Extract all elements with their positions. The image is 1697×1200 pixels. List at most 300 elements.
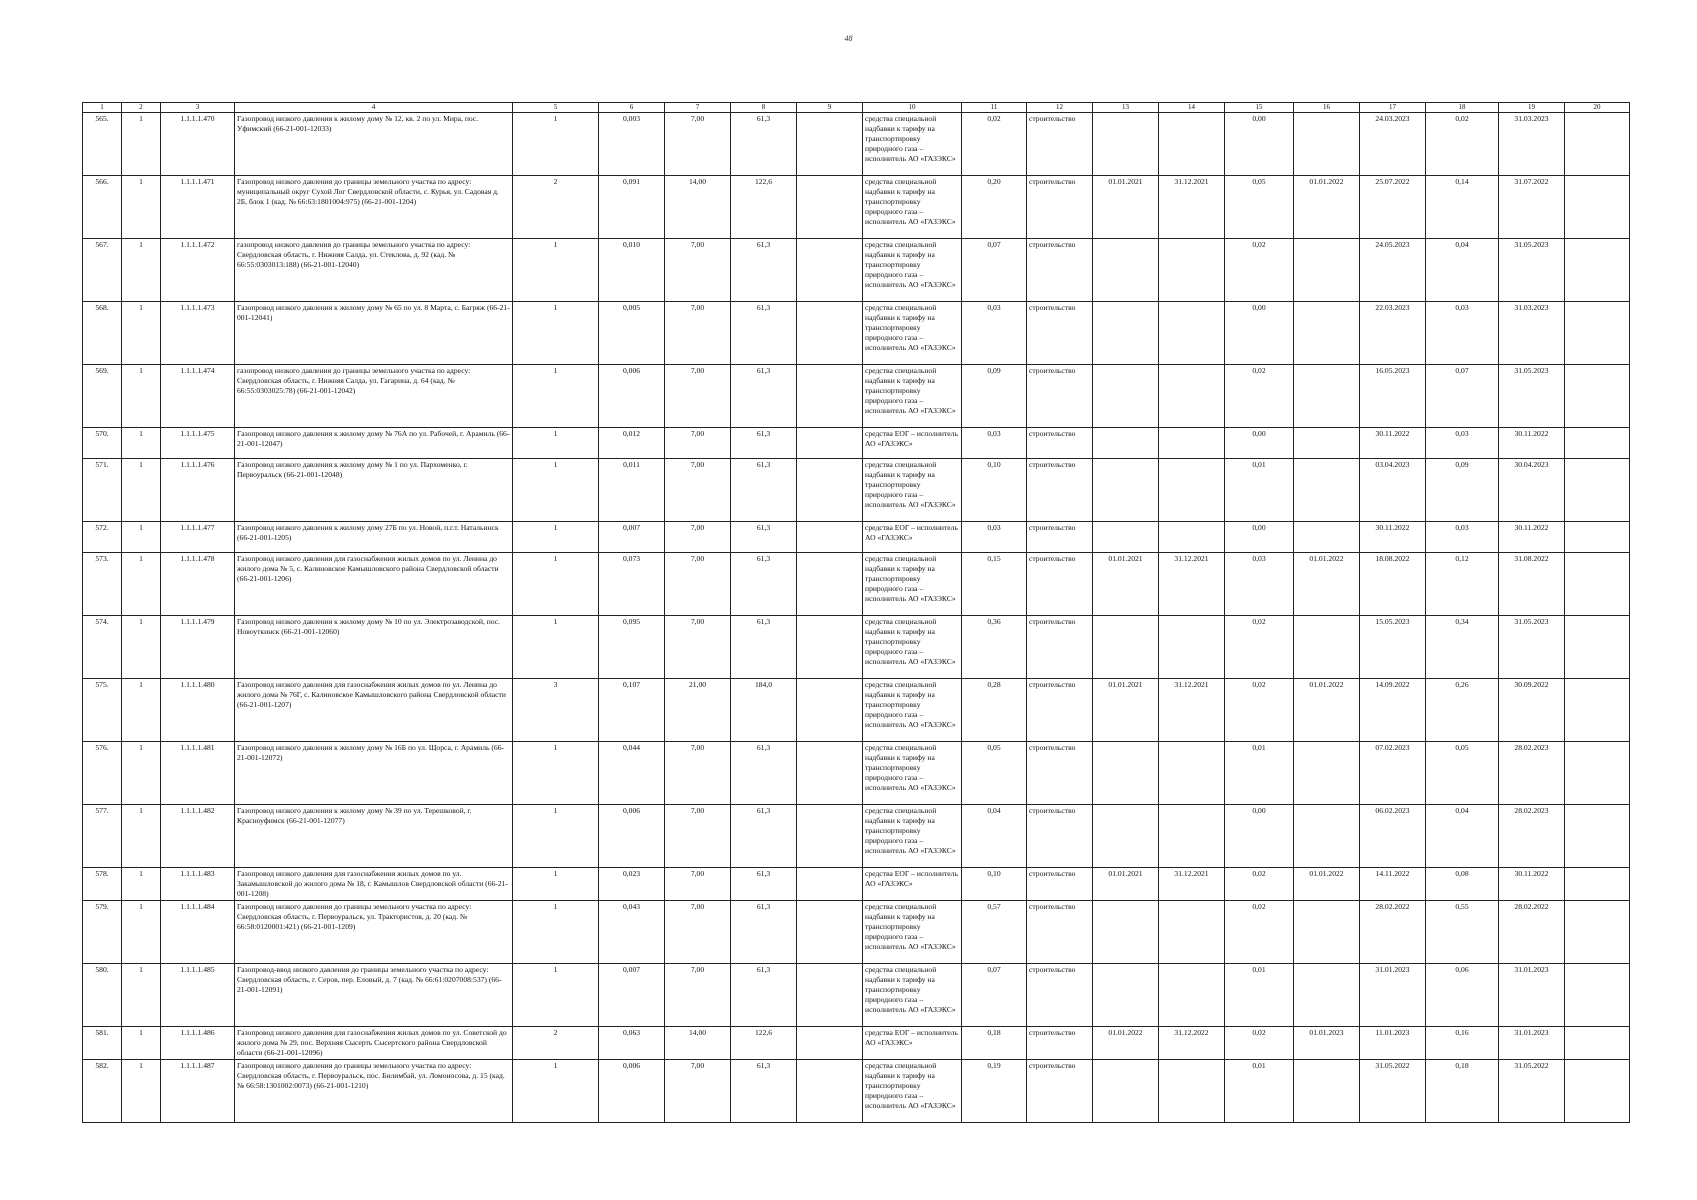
cost-cell: 0,36 [962,616,1027,679]
count-cell: 3 [513,679,599,742]
volume-cell: 61,3 [731,302,797,365]
code-cell: 1.1.1.1.486 [161,1027,235,1060]
design-cost-cell: 0,05 [1225,176,1294,239]
row-number-cell: 572. [83,522,122,553]
cost-cell: 0,05 [962,742,1027,805]
design-end-cell: 31.12.2021 [1159,176,1225,239]
col20-cell [1565,113,1630,176]
construction-cost-cell: 0,18 [1426,1060,1499,1123]
commissioning-date-cell: 16.05.2023 [1360,365,1426,428]
count-cell: 1 [513,964,599,1027]
code-cell: 1.1.1.1.475 [161,428,235,459]
investment-program-table [82,102,1630,1123]
level-cell: 1 [122,616,161,679]
volume-cell: 61,3 [731,742,797,805]
funding-source-cell: средства ЕОГ – исполнитель АО «ГАЗЭКС» [863,1027,962,1060]
commissioning-date-cell: 11.01.2023 [1360,1027,1426,1060]
column-header: 16 [1294,103,1360,113]
level-cell: 1 [122,428,161,459]
row-number-cell: 580. [83,964,122,1027]
length-cell: 0,107 [599,679,665,742]
column-header: 20 [1565,103,1630,113]
description-cell: Газопровод низкого давления до границы земельного участка по адресу: муниципальный округ Сухой Лог Свердловской области, с. Курья, ул. Садовая д. 2Б, блок 1 (кад. № 66:63:1801004:975) (66-21-001-1204) [235,176,513,239]
design-end-cell [1159,901,1225,964]
length-cell: 0,044 [599,742,665,805]
capacity-cell: 7,00 [665,868,731,901]
design-cost-cell: 0,00 [1225,805,1294,868]
row-number-cell: 573. [83,553,122,616]
col20-cell [1565,805,1630,868]
column-header: 17 [1360,103,1426,113]
col9-cell [797,239,863,302]
col9-cell [797,901,863,964]
work-type-cell: строительство [1027,679,1093,742]
cost-cell: 0,02 [962,113,1027,176]
completion-date-cell: 31.05.2023 [1499,365,1565,428]
design-start-cell [1093,522,1159,553]
col20-cell [1565,459,1630,522]
description-cell: Газопровод низкого давления к жилому дому № 76А по ул. Рабочей, г. Арамиль (66-21-001-12047) [235,428,513,459]
col20-cell [1565,365,1630,428]
col20-cell [1565,176,1630,239]
funding-source-cell: средства специальной надбавки к тарифу на транспортировку природного газа – исполнитель АО «ГАЗЭКС» [863,239,962,302]
commissioning-date-cell: 31.01.2023 [1360,964,1426,1027]
level-cell: 1 [122,868,161,901]
description-cell: Газопровод низкого давления для газоснабжения жилых домов по ул. Закамышловской до жилого дома № 18, г. Камышлов Свердловской области (66-21-001-1208) [235,868,513,901]
capacity-cell: 7,00 [665,302,731,365]
design-end-cell [1159,113,1225,176]
col20-cell [1565,742,1630,805]
col9-cell [797,616,863,679]
code-cell: 1.1.1.1.481 [161,742,235,805]
completion-date-cell: 30.09.2022 [1499,679,1565,742]
column-header: 11 [962,103,1027,113]
commissioning-date-cell: 30.11.2022 [1360,522,1426,553]
code-cell: 1.1.1.1.472 [161,239,235,302]
count-cell: 1 [513,1060,599,1123]
length-cell: 0,023 [599,868,665,901]
level-cell: 1 [122,805,161,868]
capacity-cell: 7,00 [665,522,731,553]
count-cell: 1 [513,901,599,964]
length-cell: 0,006 [599,1060,665,1123]
count-cell: 1 [513,113,599,176]
code-cell: 1.1.1.1.487 [161,1060,235,1123]
construction-cost-cell: 0,12 [1426,553,1499,616]
completion-date-cell: 28.02.2023 [1499,805,1565,868]
construction-start-cell [1294,901,1360,964]
cost-cell: 0,57 [962,901,1027,964]
construction-start-cell [1294,428,1360,459]
row-number-cell: 577. [83,805,122,868]
col20-cell [1565,428,1630,459]
capacity-cell: 14,00 [665,1027,731,1060]
row-number-cell: 569. [83,365,122,428]
funding-source-cell: средства специальной надбавки к тарифу на транспортировку природного газа – исполнитель АО «ГАЗЭКС» [863,901,962,964]
commissioning-date-cell: 25.07.2022 [1360,176,1426,239]
col20-cell [1565,616,1630,679]
commissioning-date-cell: 22.03.2023 [1360,302,1426,365]
column-header: 6 [599,103,665,113]
completion-date-cell: 30.11.2022 [1499,522,1565,553]
design-start-cell [1093,1060,1159,1123]
volume-cell: 61,3 [731,616,797,679]
count-cell: 1 [513,522,599,553]
construction-start-cell [1294,805,1360,868]
design-end-cell: 31.12.2021 [1159,553,1225,616]
col9-cell [797,428,863,459]
col9-cell [797,365,863,428]
count-cell: 1 [513,459,599,522]
cost-cell: 0,20 [962,176,1027,239]
column-header: 7 [665,103,731,113]
cost-cell: 0,03 [962,428,1027,459]
completion-date-cell: 31.07.2022 [1499,176,1565,239]
count-cell: 1 [513,616,599,679]
construction-cost-cell: 0,03 [1426,522,1499,553]
cost-cell: 0,19 [962,1060,1027,1123]
col20-cell [1565,302,1630,365]
design-cost-cell: 0,02 [1225,679,1294,742]
table-row [83,805,1630,868]
completion-date-cell: 31.05.2022 [1499,1060,1565,1123]
work-type-cell: строительство [1027,428,1093,459]
funding-source-cell: средства специальной надбавки к тарифу на транспортировку природного газа – исполнитель АО «ГАЗЭКС» [863,302,962,365]
capacity-cell: 21,00 [665,679,731,742]
description-cell: Газопровод низкого давления до границы земельного участка по адресу: Свердловская область, г. Первоуральск, пос. Билимбай, ул. Ломоносова, д. 15 (кад. № 66:58:1301002:0073) (66-21-001-1210) [235,1060,513,1123]
table-row [83,522,1630,553]
table-row [83,428,1630,459]
length-cell: 0,091 [599,176,665,239]
table-row [83,113,1630,176]
cost-cell: 0,18 [962,1027,1027,1060]
column-header: 14 [1159,103,1225,113]
column-header: 19 [1499,103,1565,113]
code-cell: 1.1.1.1.484 [161,901,235,964]
level-cell: 1 [122,679,161,742]
col20-cell [1565,522,1630,553]
design-cost-cell: 0,03 [1225,553,1294,616]
column-header: 15 [1225,103,1294,113]
level-cell: 1 [122,302,161,365]
construction-cost-cell: 0,55 [1426,901,1499,964]
design-start-cell: 01.01.2021 [1093,679,1159,742]
completion-date-cell: 31.03.2023 [1499,113,1565,176]
level-cell: 1 [122,742,161,805]
capacity-cell: 7,00 [665,805,731,868]
construction-cost-cell: 0,04 [1426,805,1499,868]
col9-cell [797,964,863,1027]
row-number-cell: 579. [83,901,122,964]
capacity-cell: 14,00 [665,176,731,239]
construction-cost-cell: 0,16 [1426,1027,1499,1060]
construction-start-cell [1294,302,1360,365]
cost-cell: 0,15 [962,553,1027,616]
col9-cell [797,868,863,901]
design-cost-cell: 0,00 [1225,522,1294,553]
cost-cell: 0,03 [962,302,1027,365]
volume-cell: 61,3 [731,365,797,428]
design-cost-cell: 0,01 [1225,964,1294,1027]
design-end-cell: 31.12.2022 [1159,1027,1225,1060]
description-cell: Газопровод низкого давления к жилому дому № 12, кв. 2 по ул. Мира, пос. Уфимский (66-21-001-12033) [235,113,513,176]
cost-cell: 0,10 [962,459,1027,522]
construction-start-cell [1294,1060,1360,1123]
work-type-cell: строительство [1027,113,1093,176]
work-type-cell: строительство [1027,176,1093,239]
volume-cell: 61,3 [731,964,797,1027]
column-header: 2 [122,103,161,113]
description-cell: Газопровод низкого давления к жилому дому № 1 по ул. Пархоменко, г. Первоуральск (66-21-001-12048) [235,459,513,522]
commissioning-date-cell: 31.05.2022 [1360,1060,1426,1123]
design-cost-cell: 0,01 [1225,1060,1294,1123]
funding-source-cell: средства специальной надбавки к тарифу на транспортировку природного газа – исполнитель АО «ГАЗЭКС» [863,616,962,679]
design-end-cell [1159,964,1225,1027]
design-start-cell [1093,239,1159,302]
commissioning-date-cell: 28.02.2022 [1360,901,1426,964]
commissioning-date-cell: 18.08.2022 [1360,553,1426,616]
row-number-cell: 566. [83,176,122,239]
length-cell: 0,007 [599,522,665,553]
count-cell: 1 [513,805,599,868]
work-type-cell: строительство [1027,302,1093,365]
capacity-cell: 7,00 [665,553,731,616]
work-type-cell: строительство [1027,964,1093,1027]
col9-cell [797,522,863,553]
design-start-cell [1093,805,1159,868]
cost-cell: 0,10 [962,868,1027,901]
cost-cell: 0,07 [962,964,1027,1027]
column-header: 3 [161,103,235,113]
table-row [83,964,1630,1027]
completion-date-cell: 30.11.2022 [1499,428,1565,459]
table-row [83,616,1630,679]
cost-cell: 0,04 [962,805,1027,868]
length-cell: 0,006 [599,365,665,428]
level-cell: 1 [122,1060,161,1123]
construction-start-cell [1294,964,1360,1027]
construction-cost-cell: 0,09 [1426,459,1499,522]
construction-cost-cell: 0,26 [1426,679,1499,742]
commissioning-date-cell: 14.09.2022 [1360,679,1426,742]
column-header: 1 [83,103,122,113]
design-cost-cell: 0,00 [1225,428,1294,459]
design-end-cell [1159,428,1225,459]
funding-source-cell: средства специальной надбавки к тарифу на транспортировку природного газа – исполнитель АО «ГАЗЭКС» [863,1060,962,1123]
length-cell: 0,003 [599,113,665,176]
capacity-cell: 7,00 [665,428,731,459]
construction-cost-cell: 0,02 [1426,113,1499,176]
commissioning-date-cell: 14.11.2022 [1360,868,1426,901]
row-number-cell: 576. [83,742,122,805]
page-number: 48 [844,34,853,43]
design-start-cell: 01.01.2021 [1093,553,1159,616]
col9-cell [797,459,863,522]
completion-date-cell: 31.05.2023 [1499,616,1565,679]
table-row [83,176,1630,239]
table-row [83,459,1630,522]
volume-cell: 61,3 [731,553,797,616]
work-type-cell: строительство [1027,742,1093,805]
level-cell: 1 [122,239,161,302]
cost-cell: 0,07 [962,239,1027,302]
column-header: 9 [797,103,863,113]
count-cell: 1 [513,553,599,616]
commissioning-date-cell: 24.05.2023 [1360,239,1426,302]
design-end-cell [1159,805,1225,868]
table-row [83,901,1630,964]
column-header: 12 [1027,103,1093,113]
capacity-cell: 7,00 [665,964,731,1027]
table-row [83,679,1630,742]
work-type-cell: строительство [1027,365,1093,428]
description-cell: Газопровод низкого давления к жилому дому 27Б по ул. Новой, п.г.т. Натальинск (66-21-001-1205) [235,522,513,553]
level-cell: 1 [122,964,161,1027]
design-cost-cell: 0,02 [1225,868,1294,901]
commissioning-date-cell: 03.04.2023 [1360,459,1426,522]
capacity-cell: 7,00 [665,459,731,522]
work-type-cell: строительство [1027,522,1093,553]
design-end-cell [1159,616,1225,679]
work-type-cell: строительство [1027,901,1093,964]
col9-cell [797,302,863,365]
code-cell: 1.1.1.1.477 [161,522,235,553]
length-cell: 0,007 [599,964,665,1027]
construction-cost-cell: 0,34 [1426,616,1499,679]
construction-cost-cell: 0,03 [1426,302,1499,365]
design-start-cell: 01.01.2021 [1093,868,1159,901]
design-start-cell [1093,428,1159,459]
funding-source-cell: средства специальной надбавки к тарифу на транспортировку природного газа – исполнитель АО «ГАЗЭКС» [863,964,962,1027]
description-cell: Газопровод низкого давления для газоснабжения жилых домов по ул. Ленина до жилого дома № 76Г, с. Калиновское Камышловского района Свердловской области (66-21-001-1207) [235,679,513,742]
design-cost-cell: 0,02 [1225,365,1294,428]
code-cell: 1.1.1.1.474 [161,365,235,428]
cost-cell: 0,09 [962,365,1027,428]
volume-cell: 61,3 [731,1060,797,1123]
column-header: 4 [235,103,513,113]
table-row [83,239,1630,302]
volume-cell: 122,6 [731,176,797,239]
col20-cell [1565,868,1630,901]
col20-cell [1565,679,1630,742]
code-cell: 1.1.1.1.480 [161,679,235,742]
work-type-cell: строительство [1027,459,1093,522]
design-end-cell: 31.12.2021 [1159,679,1225,742]
code-cell: 1.1.1.1.479 [161,616,235,679]
description-cell: газопровод низкого давления до границы земельного участка по адресу: Свердловская область, г. Нижняя Салда, ул. Гагарина, д. 64 (кад. № 66:55:0303025:78) (66-21-001-12042) [235,365,513,428]
level-cell: 1 [122,176,161,239]
design-start-cell [1093,964,1159,1027]
description-cell: Газопровод низкого давления к жилому дому № 16Б по ул. Щорса, г. Арамиль (66-21-001-12072) [235,742,513,805]
capacity-cell: 7,00 [665,901,731,964]
funding-source-cell: средства специальной надбавки к тарифу на транспортировку природного газа – исполнитель АО «ГАЗЭКС» [863,113,962,176]
col9-cell [797,1027,863,1060]
level-cell: 1 [122,553,161,616]
completion-date-cell: 30.04.2023 [1499,459,1565,522]
funding-source-cell: средства ЕОГ – исполнитель АО «ГАЗЭКС» [863,522,962,553]
table-row [83,302,1630,365]
design-end-cell: 31.12.2021 [1159,868,1225,901]
completion-date-cell: 31.01.2023 [1499,1027,1565,1060]
design-cost-cell: 0,02 [1225,239,1294,302]
col20-cell [1565,964,1630,1027]
row-number-cell: 578. [83,868,122,901]
count-cell: 1 [513,428,599,459]
completion-date-cell: 31.08.2022 [1499,553,1565,616]
funding-source-cell: средства специальной надбавки к тарифу на транспортировку природного газа – исполнитель АО «ГАЗЭКС» [863,742,962,805]
design-start-cell [1093,459,1159,522]
commissioning-date-cell: 07.02.2023 [1360,742,1426,805]
work-type-cell: строительство [1027,239,1093,302]
col9-cell [797,176,863,239]
table-row [83,553,1630,616]
commissioning-date-cell: 15.05.2023 [1360,616,1426,679]
work-type-cell: строительство [1027,616,1093,679]
level-cell: 1 [122,1027,161,1060]
level-cell: 1 [122,522,161,553]
description-cell: Газопровод низкого давления для газоснабжения жилых домов по ул. Ленина до жилого дома № 5, с. Калиновское Камышловского района Свердловской области (66-21-001-1206) [235,553,513,616]
col9-cell [797,553,863,616]
table-row [83,365,1630,428]
description-cell: Газопровод низкого давления к жилому дому № 10 по ул. Электрозаводской, пос. Новоуткинск (66-21-001-12060) [235,616,513,679]
construction-start-cell [1294,113,1360,176]
construction-start-cell: 01.01.2022 [1294,176,1360,239]
volume-cell: 61,3 [731,522,797,553]
funding-source-cell: средства специальной надбавки к тарифу на транспортировку природного газа – исполнитель АО «ГАЗЭКС» [863,176,962,239]
commissioning-date-cell: 30.11.2022 [1360,428,1426,459]
row-number-cell: 565. [83,113,122,176]
construction-cost-cell: 0,03 [1426,428,1499,459]
design-start-cell [1093,901,1159,964]
col20-cell [1565,553,1630,616]
level-cell: 1 [122,365,161,428]
construction-cost-cell: 0,04 [1426,239,1499,302]
code-cell: 1.1.1.1.478 [161,553,235,616]
volume-cell: 61,3 [731,113,797,176]
table-row [83,1027,1630,1060]
code-cell: 1.1.1.1.471 [161,176,235,239]
row-number-cell: 581. [83,1027,122,1060]
design-end-cell [1159,239,1225,302]
funding-source-cell: средства специальной надбавки к тарифу на транспортировку природного газа – исполнитель АО «ГАЗЭКС» [863,459,962,522]
design-start-cell [1093,742,1159,805]
design-start-cell: 01.01.2022 [1093,1027,1159,1060]
table-row [83,742,1630,805]
construction-start-cell [1294,239,1360,302]
column-header: 18 [1426,103,1499,113]
length-cell: 0,043 [599,901,665,964]
code-cell: 1.1.1.1.482 [161,805,235,868]
cost-cell: 0,28 [962,679,1027,742]
commissioning-date-cell: 24.03.2023 [1360,113,1426,176]
design-cost-cell: 0,02 [1225,616,1294,679]
work-type-cell: строительство [1027,1060,1093,1123]
count-cell: 1 [513,365,599,428]
row-number-cell: 575. [83,679,122,742]
description-cell: Газопровод низкого давления для газоснабжения жилых домов по ул. Советской до жилого дома № 29, пос. Верхняя Сысерть Сысертского района Свердловской области (66-21-001-12096) [235,1027,513,1060]
count-cell: 1 [513,742,599,805]
construction-start-cell: 01.01.2022 [1294,679,1360,742]
volume-cell: 61,3 [731,901,797,964]
construction-start-cell [1294,742,1360,805]
col9-cell [797,805,863,868]
col9-cell [797,1060,863,1123]
completion-date-cell: 30.11.2022 [1499,868,1565,901]
design-cost-cell: 0,01 [1225,742,1294,805]
col9-cell [797,679,863,742]
length-cell: 0,063 [599,1027,665,1060]
completion-date-cell: 31.05.2023 [1499,239,1565,302]
